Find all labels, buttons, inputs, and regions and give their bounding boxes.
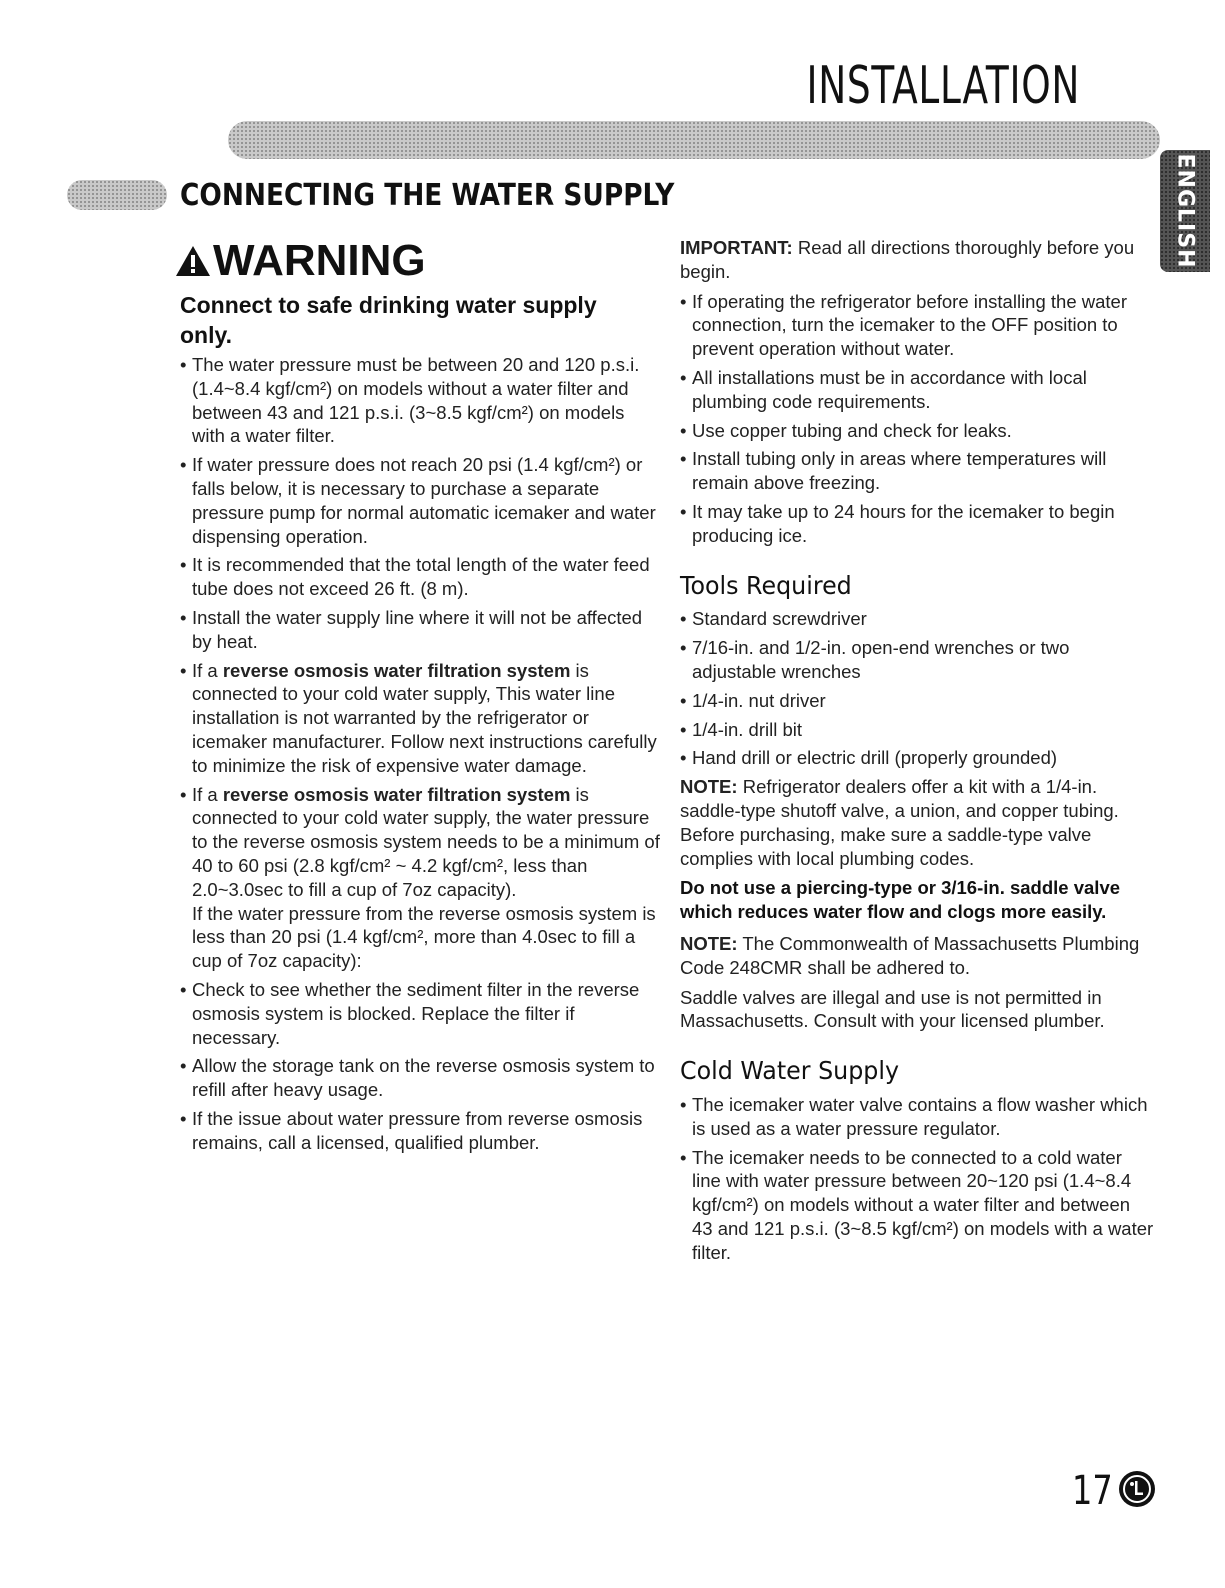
list-item: • 7/16-in. and 1/2-in. open-end wrenches or two adjustable wrenches <box>680 636 1155 684</box>
section-title: CONNECTING THE WATER SUPPLY <box>180 178 675 213</box>
list-item: • 1/4-in. nut driver <box>680 689 1155 713</box>
important-paragraph <box>680 236 1155 284</box>
list-item: • Check to see whether the sediment filter in the reverse osmosis system is blocked. Replace the filter if necessary. <box>180 978 660 1049</box>
note-label: NOTE: <box>680 932 738 954</box>
warning-triangle-icon <box>175 245 211 277</box>
note-paragraph-1 <box>680 775 1155 870</box>
note-paragraph-2 <box>680 932 1155 980</box>
list-item: • It is recommended that the total length of the water feed tube does not exceed 26 ft. (8 m). <box>180 553 660 601</box>
warning-title: WARNING <box>213 236 426 285</box>
list-item: • Hand drill or electric drill (properly grounded) <box>680 746 1155 770</box>
list-item-ro-2 <box>180 783 660 902</box>
list-item: • Install tubing only in areas where temperatures will remain above freezing. <box>680 447 1155 495</box>
ro-post: is connected to your cold water supply, This water line installation is not warranted by the refrigerator or icemaker manufacturer. Follow next instructions carefully to minimize the risk of expensive water damage. <box>192 659 657 776</box>
ro-post: is connected to your cold water supply, the water pressure to the reverse osmosis system needs to be a minimum of 40 to 60 psi (2.8 kgf/cm² ~ 4.2 kgf/cm², less than 2.0~3.0sec to fill a cup of 7oz capacity). <box>192 783 660 900</box>
ro-pre: If a <box>192 659 223 681</box>
left-column <box>180 353 660 1160</box>
list-item: • The icemaker water valve contains a flow washer which is used as a water pressure regulator. <box>680 1093 1155 1141</box>
list-item: • It may take up to 24 hours for the icemaker to begin producing ice. <box>680 500 1155 548</box>
list-item: • All installations must be in accordance with local plumbing code requirements. <box>680 366 1155 414</box>
page-header-title: INSTALLATION <box>806 56 1080 116</box>
list-item: • Allow the storage tank on the reverse osmosis system to refill after heavy usage. <box>180 1054 660 1102</box>
ro-bold: reverse osmosis water filtration system <box>222 659 571 681</box>
list-item: • If the issue about water pressure from reverse osmosis remains, call a licensed, qualified plumber. <box>180 1107 660 1155</box>
list-item: • The icemaker needs to be connected to a cold water line with water pressure between 20~120 psi (1.4~8.4 kgf/cm²) on models without a water filter and between 43 and 121 p.s.i. (3~8.5 kgf/cm²) on models with a water filter. <box>680 1146 1155 1265</box>
ro-bold: reverse osmosis water filtration system <box>222 783 571 805</box>
tools-required-heading: Tools Required <box>680 570 852 600</box>
list-item: • 1/4-in. drill bit <box>680 718 1155 742</box>
language-tab-label: ENGLISH <box>1172 153 1198 269</box>
note-text: The Commonwealth of Massachusetts Plumbing Code 248CMR shall be adhered to. <box>680 932 1140 978</box>
list-item: • Use copper tubing and check for leaks. <box>680 419 1155 443</box>
warning-heading <box>175 236 426 286</box>
cold-water-supply-heading: Cold Water Supply <box>680 1056 900 1086</box>
list-item: • If water pressure does not reach 20 psi (1.4 kgf/cm²) or falls below, it is necessary to purchase a separate pressure pump for normal automatic icemaker and water dispensing operation. <box>180 453 660 548</box>
list-item-continuation: If the water pressure from the reverse osmosis system is less than 20 psi (1.4 kgf/cm², more than 4.0sec to fill a cup of 7oz capacity): <box>192 902 656 972</box>
note-label: NOTE: <box>680 776 738 798</box>
saddle-paragraph: Saddle valves are illegal and use is not permitted in Massachusetts. Consult with your licensed plumber. <box>680 986 1105 1032</box>
list-item: • If operating the refrigerator before installing the water connection, turn the icemaker to the OFF position to prevent operation without water. <box>680 290 1155 361</box>
list-item: • The water pressure must be between 20 and 120 p.s.i. (1.4~8.4 kgf/cm²) on models without a water filter and between 43 and 121 p.s.i. (3~8.5 kgf/cm²) on models with a water filter. <box>180 353 660 448</box>
bold-warning-text: Do not use a piercing-type or 3/16-in. saddle valve which reduces water flow and clogs more easily. <box>680 877 1121 923</box>
header-decorative-bar <box>228 121 1160 159</box>
note-text: Refrigerator dealers offer a kit with a 1/4-in. saddle-type shutoff valve, a union, and copper tubing. Before purchasing, make sure a saddle-type valve complies with local plumbing codes. <box>680 776 1119 869</box>
language-tab <box>1160 150 1210 272</box>
list-item: • Standard screwdriver <box>680 607 1155 631</box>
important-label: IMPORTANT: <box>680 237 793 258</box>
important-text: Read all directions thoroughly before you begin. <box>680 237 1135 282</box>
warning-subtitle: Connect to safe drinking water supply only. <box>180 292 597 348</box>
right-column <box>680 236 1155 1269</box>
section-marker-pill <box>67 180 167 210</box>
list-item-ro-1 <box>180 659 660 778</box>
ro-pre: If a <box>192 783 223 805</box>
list-item: • Install the water supply line where it will not be affected by heat. <box>180 606 660 654</box>
lg-logo-icon <box>1118 1470 1156 1508</box>
page-number: 17 <box>1072 1468 1113 1514</box>
